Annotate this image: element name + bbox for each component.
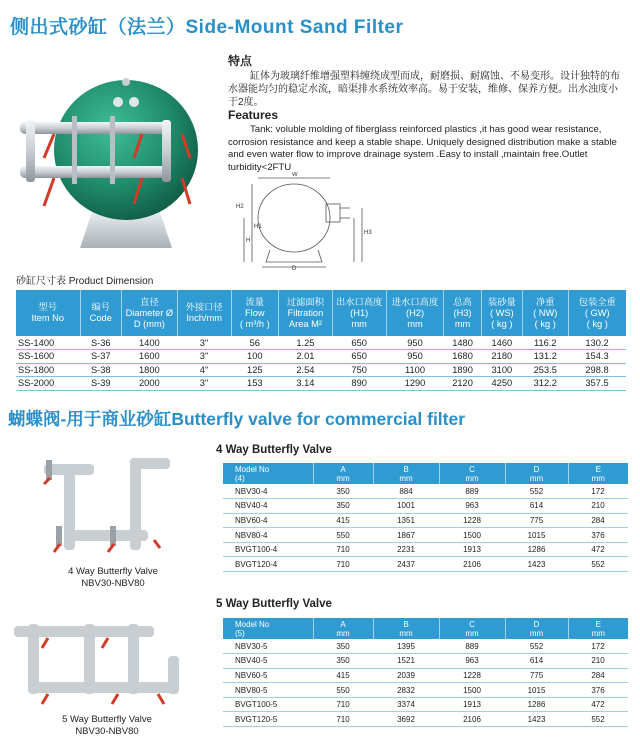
dimension-header-line: ( GW) [584, 307, 610, 318]
four-way-cell: 350 [313, 484, 373, 499]
five-way-header-line: mm [591, 628, 605, 638]
five-way-caption-line2: NBV30-NBV80 [75, 726, 139, 737]
five-way-cell: 963 [439, 654, 505, 669]
five-way-cell: 1423 [505, 712, 568, 727]
dimension-cell: 2180 [481, 350, 522, 364]
dimension-cell: 1100 [386, 363, 444, 377]
four-way-cell: 1001 [373, 499, 439, 514]
dimension-header-line: ( kg ) [534, 318, 556, 329]
dimension-header-line: ( NW) [533, 307, 558, 318]
five-way-cell: 775 [505, 668, 568, 683]
four-way-cell: 1867 [373, 528, 439, 543]
five-way-header-cell [568, 618, 628, 639]
five-way-header-line: E [595, 619, 601, 629]
four-way-cell: NBV80-4 [223, 528, 313, 543]
dimension-cell: 1460 [481, 336, 522, 350]
dimension-cell: 253.5 [523, 363, 568, 377]
dimension-cell: 1290 [386, 377, 444, 391]
dimension-cell: 1680 [444, 350, 481, 364]
four-way-header-line: mm [465, 473, 479, 483]
dimension-header-line: Filtration [287, 307, 324, 318]
table-row [16, 350, 626, 364]
dimension-cell: 125 [231, 363, 279, 377]
five-way-cell: 1228 [439, 668, 505, 683]
five-way-header-line: mm [399, 628, 413, 638]
dimension-header-cell [279, 290, 333, 336]
dimension-header-line: 净重 [535, 296, 555, 307]
dimension-header-line: Item No [31, 313, 65, 323]
four-way-cell: 472 [568, 542, 628, 557]
four-way-valve-illustration [34, 452, 184, 562]
four-way-cell: 710 [313, 557, 373, 572]
table-row [223, 683, 628, 698]
four-way-cell: 550 [313, 528, 373, 543]
five-way-header-line: B [403, 619, 409, 629]
dimension-cell: 750 [332, 363, 386, 377]
four-way-cell: 415 [313, 513, 373, 528]
four-way-header-row [223, 463, 628, 484]
four-way-cell: 1913 [439, 542, 505, 557]
dimension-header-line: 进水口高度 [391, 296, 439, 307]
five-way-header-row [223, 618, 628, 639]
five-way-cell: 1286 [505, 697, 568, 712]
table-row [223, 528, 628, 543]
four-way-cell: 1015 [505, 528, 568, 543]
four-way-table [223, 463, 628, 572]
four-way-header-line: D [533, 464, 540, 474]
five-way-cell: 284 [568, 668, 628, 683]
drawing-label-h2: H2 [236, 204, 244, 210]
dimension-cell: 4'' [177, 363, 231, 377]
four-way-cell: 1500 [439, 528, 505, 543]
drawing-label-w: W [292, 172, 298, 178]
four-way-cell: 963 [439, 499, 505, 514]
five-way-cell: 552 [505, 639, 568, 654]
five-way-header-line: (5) [235, 628, 245, 638]
dimension-cell: SS-1400 [16, 336, 80, 350]
dimension-cell: 153 [231, 377, 279, 391]
four-way-header-line: mm [591, 473, 605, 483]
five-way-cell: 1913 [439, 697, 505, 712]
dimension-cell: SS-1800 [16, 363, 80, 377]
dimension-cell: 3'' [177, 350, 231, 364]
four-way-cell: 889 [439, 484, 505, 499]
five-way-cell: 1395 [373, 639, 439, 654]
four-way-cell: 710 [313, 542, 373, 557]
five-way-header-cell [373, 618, 439, 639]
five-way-header-line: mm [336, 628, 350, 638]
table-row [223, 639, 628, 654]
features-en-text: Tank: voluble molding of fiberglass reinforced plastics ,it has good wear resistance, corrosion resistance and keep a stable shape. Uniquely designed distribution make a stable and even water flow to improve drainage system .Easy to install ,maintain free.Outlet turbidity<2FTU [228, 124, 617, 173]
five-way-cell: 710 [313, 697, 373, 712]
drawing-label-h: H [246, 238, 251, 244]
five-way-cell: 552 [568, 712, 628, 727]
five-way-cell: BVGT100-5 [223, 697, 313, 712]
four-way-cell: 210 [568, 499, 628, 514]
dimension-header-line: 装砂量 [487, 296, 516, 307]
five-way-caption [22, 714, 192, 738]
four-way-cell: 172 [568, 484, 628, 499]
five-way-cell: NBV40-5 [223, 654, 313, 669]
drawing-label-h3: H3 [364, 230, 372, 236]
page-title: 侧出式砂缸（法兰）Side-Mount Sand Filter [10, 17, 404, 38]
four-way-cell: NBV40-4 [223, 499, 313, 514]
five-way-cell: 2039 [373, 668, 439, 683]
five-way-header-line: C [469, 619, 475, 629]
dimension-header-line: ( kg ) [491, 318, 513, 329]
five-way-header-line: A [340, 619, 346, 629]
dimension-cell: 131.2 [523, 350, 568, 364]
five-way-cell: 3692 [373, 712, 439, 727]
four-way-header-cell [373, 463, 439, 484]
five-way-cell: BVGT120-5 [223, 712, 313, 727]
four-way-cell: 552 [505, 484, 568, 499]
four-way-cell: 884 [373, 484, 439, 499]
five-way-cell: 2106 [439, 712, 505, 727]
table-row [223, 712, 628, 727]
dimension-header-line: 过滤面积 [286, 296, 325, 307]
dimension-cell: 3'' [177, 377, 231, 391]
four-way-header-line: C [469, 464, 475, 474]
dimension-cell: 56 [231, 336, 279, 350]
dimension-cell: 3.14 [279, 377, 333, 391]
four-way-caption [28, 566, 198, 590]
table-row [223, 697, 628, 712]
dimension-header-cell [80, 290, 121, 336]
four-way-cell: 284 [568, 513, 628, 528]
four-way-header-line: mm [336, 473, 350, 483]
dimension-header-line: ( WS) [489, 307, 514, 318]
product-dimension-table [16, 290, 626, 391]
four-way-caption-line1: 4 Way Butterfly Valve [68, 566, 158, 577]
dimension-cell: S-36 [80, 336, 121, 350]
dimension-cell: SS-2000 [16, 377, 80, 391]
dimension-header-line: 直径 [140, 296, 159, 307]
dimension-header-cell [16, 290, 80, 336]
table-row [223, 513, 628, 528]
four-way-header-cell [568, 463, 628, 484]
five-way-title: 5 Way Butterfly Valve [216, 598, 332, 610]
dimension-cell: 357.5 [568, 377, 626, 391]
dimension-header-cell [332, 290, 386, 336]
five-way-cell: 710 [313, 712, 373, 727]
dimension-cell: 950 [386, 336, 444, 350]
dimension-cell: 2000 [121, 377, 177, 391]
four-way-header-cell [313, 463, 373, 484]
dimension-cell: 1480 [444, 336, 481, 350]
four-way-cell: 1228 [439, 513, 505, 528]
five-way-cell: 1521 [373, 654, 439, 669]
table-row [16, 377, 626, 391]
four-way-cell: 2106 [439, 557, 505, 572]
dimension-cell: 650 [332, 336, 386, 350]
dimension-cell: 2.54 [279, 363, 333, 377]
four-way-cell: BVGT120-4 [223, 557, 313, 572]
five-way-caption-line1: 5 Way Butterfly Valve [62, 714, 152, 725]
dimension-header-line: mm [407, 318, 423, 329]
four-way-cell: 350 [313, 499, 373, 514]
four-way-header-cell [223, 463, 313, 484]
dimension-header-line: 总高 [453, 296, 472, 307]
four-way-header-line: E [595, 464, 601, 474]
four-way-cell: 2437 [373, 557, 439, 572]
dimension-header-cell [444, 290, 481, 336]
five-way-header-line: mm [465, 628, 479, 638]
five-way-header-cell [313, 618, 373, 639]
four-way-cell: 614 [505, 499, 568, 514]
dimension-header-line: D (mm) [133, 318, 165, 329]
dimension-cell: SS-1600 [16, 350, 80, 364]
five-way-cell: 614 [505, 654, 568, 669]
four-way-cell: NBV60-4 [223, 513, 313, 528]
four-way-cell: 2231 [373, 542, 439, 557]
table-row [223, 484, 628, 499]
dimension-cell: 1890 [444, 363, 481, 377]
dimension-cell: 100 [231, 350, 279, 364]
dimension-cell: 2.01 [279, 350, 333, 364]
four-way-header-line: Model No [235, 464, 270, 474]
five-way-cell: 550 [313, 683, 373, 698]
dimension-drawing [222, 172, 382, 270]
dimension-header-cell [481, 290, 522, 336]
five-way-cell: 1500 [439, 683, 505, 698]
five-way-cell: 210 [568, 654, 628, 669]
dimension-header-line: Flow [244, 307, 265, 318]
dimension-heading: 砂缸尺寸表 Product Dimension [16, 276, 154, 287]
dimension-header-line: ( kg ) [586, 318, 608, 329]
dimension-header-line: (H3) [453, 307, 472, 318]
dimension-cell: 154.3 [568, 350, 626, 364]
table-row [223, 557, 628, 572]
five-way-cell: 172 [568, 639, 628, 654]
dimension-header-line: (H2) [405, 307, 425, 318]
dimension-cell: 116.2 [523, 336, 568, 350]
drawing-label-h1: H1 [254, 224, 262, 230]
four-way-cell: 376 [568, 528, 628, 543]
dimension-cell: 298.8 [568, 363, 626, 377]
table-row [223, 654, 628, 669]
four-way-header-line: mm [529, 473, 544, 483]
four-way-header-cell [439, 463, 505, 484]
dimension-header-row [16, 290, 626, 336]
five-way-cell: NBV30-5 [223, 639, 313, 654]
table-row [16, 336, 626, 350]
four-way-cell: BVGT100-4 [223, 542, 313, 557]
four-way-cell: 775 [505, 513, 568, 528]
five-way-cell: 889 [439, 639, 505, 654]
five-way-valve-illustration [8, 616, 208, 710]
four-way-caption-line2: NBV30-NBV80 [81, 578, 145, 589]
dimension-header-line: 包装全重 [578, 296, 616, 307]
five-way-cell: 415 [313, 668, 373, 683]
dimension-cell: 1.25 [279, 336, 333, 350]
dimension-cell: 1600 [121, 350, 177, 364]
dimension-header-line: mm [351, 318, 367, 329]
five-way-cell: 376 [568, 683, 628, 698]
five-way-header-line: Model No [235, 619, 270, 629]
five-way-header-cell [223, 618, 313, 639]
sand-filter-illustration [14, 72, 214, 250]
features-en-heading: Features [228, 108, 279, 122]
dimension-header-line: 外接口径 [185, 302, 223, 312]
five-way-header-line: D [533, 619, 540, 629]
four-way-header-line: mm [399, 473, 413, 483]
five-way-table [223, 618, 628, 727]
five-way-cell: NBV80-5 [223, 683, 313, 698]
dimension-header-line: (H1) [350, 307, 369, 318]
dimension-header-line: 型号 [38, 302, 58, 312]
four-way-header-line: A [340, 464, 346, 474]
dimension-header-line: ( m³/h ) [239, 318, 270, 329]
five-way-cell: 2832 [373, 683, 439, 698]
dimension-cell: 950 [386, 350, 444, 364]
five-way-header-cell [505, 618, 568, 639]
dimension-header-cell [523, 290, 568, 336]
four-way-cell: 1286 [505, 542, 568, 557]
table-row [223, 542, 628, 557]
table-row [16, 363, 626, 377]
dimension-cell: 890 [332, 377, 386, 391]
four-way-header-line: B [403, 464, 409, 474]
dimension-cell: S-39 [80, 377, 121, 391]
dimension-header-cell [386, 290, 444, 336]
dimension-header-line: Diameter Ø [125, 307, 174, 318]
dimension-cell: 2120 [444, 377, 481, 391]
dimension-header-line: Area M² [288, 318, 322, 329]
five-way-cell: 350 [313, 639, 373, 654]
dimension-cell: 1400 [121, 336, 177, 350]
dimension-header-line: Code [89, 313, 112, 323]
five-way-cell: 350 [313, 654, 373, 669]
dimension-header-line: Inch/mm [186, 313, 222, 323]
five-way-cell: 3374 [373, 697, 439, 712]
drawing-label-d: D [292, 266, 297, 270]
section-title-butterfly: 蝴蝶阀-用于商业砂缸Butterfly valve for commercial filter [8, 409, 466, 429]
dimension-cell: 1800 [121, 363, 177, 377]
five-way-header-cell [439, 618, 505, 639]
dimension-cell: 130.2 [568, 336, 626, 350]
dimension-cell: S-37 [80, 350, 121, 364]
dimension-cell: 3100 [481, 363, 522, 377]
dimension-header-line: 流量 [245, 296, 265, 307]
dimension-header-line: 编号 [91, 302, 111, 312]
five-way-header-line: mm [529, 628, 544, 638]
table-row [223, 668, 628, 683]
four-way-header-line: (4) [235, 473, 245, 483]
dimension-header-line: mm [454, 318, 471, 329]
five-way-cell: 472 [568, 697, 628, 712]
four-way-cell: 1351 [373, 513, 439, 528]
dimension-header-cell [231, 290, 279, 336]
dimension-cell: 312.2 [523, 377, 568, 391]
dimension-cell: 4250 [481, 377, 522, 391]
dimension-cell: 650 [332, 350, 386, 364]
five-way-cell: 1015 [505, 683, 568, 698]
four-way-header-cell [505, 463, 568, 484]
features-cn-heading: 特点 [228, 54, 253, 68]
features-cn-text: 缸体为玻璃纤维增强塑料缠绕成型而成，耐磨损、耐腐蚀、不易变形。设计独特的布水器能均匀的稳定水流，暗渠排水系统效率高。易于安装，维修、保养方便。出水浊度小于2度。 [228, 71, 620, 108]
dimension-header-line: 出水口高度 [335, 296, 383, 307]
five-way-cell: NBV60-5 [223, 668, 313, 683]
dimension-cell: S-38 [80, 363, 121, 377]
dimension-header-cell [177, 290, 231, 336]
dimension-cell: 3'' [177, 336, 231, 350]
table-row [223, 499, 628, 514]
four-way-cell: NBV30-4 [223, 484, 313, 499]
four-way-cell: 552 [568, 557, 628, 572]
four-way-title: 4 Way Butterfly Valve [216, 444, 332, 456]
dimension-header-cell [568, 290, 626, 336]
dimension-header-cell [121, 290, 177, 336]
four-way-cell: 1423 [505, 557, 568, 572]
